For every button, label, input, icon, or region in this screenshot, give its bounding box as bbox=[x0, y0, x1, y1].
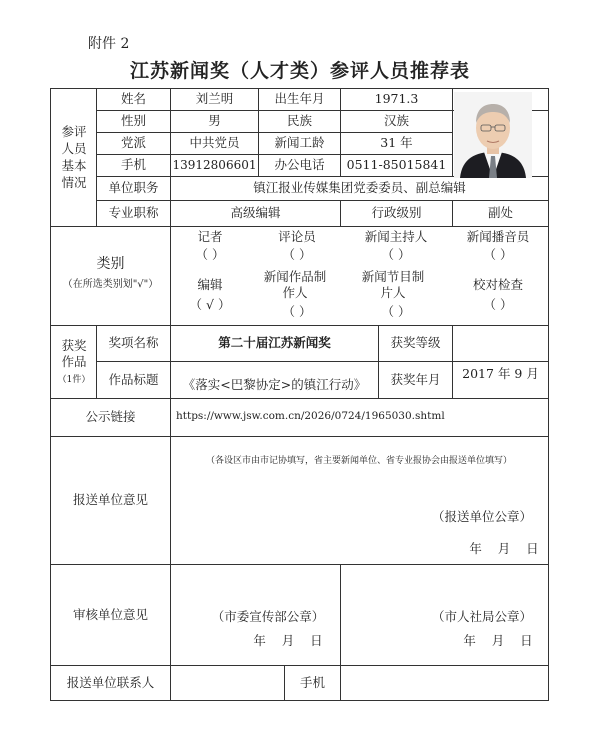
party-label: 党派 bbox=[120, 135, 146, 151]
review-opinion-label: 审核单位意见 bbox=[72, 606, 148, 622]
portrait-image bbox=[454, 92, 532, 178]
contact-mobile-value bbox=[341, 665, 548, 700]
ethnic-label: 民族 bbox=[286, 113, 312, 129]
years-value: 31 年 bbox=[380, 135, 413, 151]
award-date-label: 获奖年月 bbox=[390, 371, 441, 387]
category-item-mark: （ ） bbox=[483, 247, 513, 263]
category-hint: （在所选类别划"√"） bbox=[62, 278, 159, 290]
submit-stamp: （报送单位公章） bbox=[431, 509, 532, 525]
gender-value: 男 bbox=[208, 113, 221, 129]
category-item-name: 评论员 bbox=[278, 229, 316, 245]
category-item-name: 新闻作品制作人 bbox=[263, 269, 327, 300]
category-item-name: 新闻主持人 bbox=[364, 229, 428, 245]
category-item-name: 新闻节目制片人 bbox=[361, 269, 425, 300]
category-item-name: 记者 bbox=[197, 229, 223, 245]
award-level-label: 获奖等级 bbox=[390, 335, 441, 351]
name-label: 姓名 bbox=[120, 91, 146, 107]
portrait-photo bbox=[454, 92, 532, 178]
review-date-right: 年 月 日 bbox=[463, 633, 533, 649]
public-link-label: 公示链接 bbox=[85, 409, 136, 425]
award-date-value: 2017 年 9 月 bbox=[462, 366, 539, 382]
prof-title-value: 高级编辑 bbox=[230, 205, 281, 221]
review-stamp-left: （市委宣传部公章） bbox=[211, 609, 325, 625]
gender-label: 性别 bbox=[120, 113, 146, 129]
award-level-value bbox=[453, 325, 548, 361]
mobile-value: 13912806601 bbox=[172, 157, 257, 172]
admin-level-value: 副处 bbox=[487, 205, 513, 221]
birth-label: 出生年月 bbox=[274, 91, 325, 107]
category-item-mark: （ √ ） bbox=[189, 297, 231, 313]
contact-person-value bbox=[171, 665, 284, 700]
submit-note: （各设区市由市记协填写，省主要新闻单位、省专业报协会由报送单位填写） bbox=[205, 456, 512, 467]
attachment-label: 附件 2 bbox=[88, 36, 130, 52]
birth-value: 1971.3 bbox=[374, 91, 419, 107]
category-item-mark: （ ） bbox=[195, 247, 225, 263]
office-phone-value: 0511-85015841 bbox=[346, 157, 447, 173]
award-works-count: （1件） bbox=[57, 375, 91, 386]
category-item-name: 校对检查 bbox=[472, 277, 523, 293]
form-title: 江苏新闻奖（人才类）参评人员推荐表 bbox=[129, 60, 470, 82]
office-phone-label: 办公电话 bbox=[274, 157, 325, 173]
name-value: 刘兰明 bbox=[195, 91, 234, 107]
unit-value: 镇江报业传媒集团党委委员、副总编辑 bbox=[253, 180, 466, 196]
category-item-mark: （ ） bbox=[282, 247, 312, 263]
award-name-value: 第二十届江苏新闻奖 bbox=[218, 335, 331, 351]
unit-label: 单位职务 bbox=[108, 180, 159, 196]
award-works-label: 获奖作品 bbox=[61, 337, 87, 369]
ethnic-value: 汉族 bbox=[383, 113, 409, 129]
prof-title-label: 专业职称 bbox=[108, 205, 159, 221]
category-item-mark: （ ） bbox=[381, 304, 411, 320]
mobile-label: 手机 bbox=[120, 157, 146, 173]
award-name-label: 奖项名称 bbox=[108, 335, 159, 351]
party-value: 中共党员 bbox=[189, 135, 240, 151]
review-date-left: 年 月 日 bbox=[253, 633, 323, 649]
work-title-value: 《落实<巴黎协定>的镇江行动》 bbox=[182, 377, 367, 393]
work-title-label: 作品标题 bbox=[108, 371, 159, 387]
submit-opinion-label: 报送单位意见 bbox=[72, 492, 148, 508]
category-item-mark: （ ） bbox=[381, 247, 411, 263]
years-label: 新闻工龄 bbox=[274, 135, 325, 151]
basic-section-label: 参评人员基本情况 bbox=[61, 124, 87, 190]
category-item-mark: （ ） bbox=[483, 297, 513, 313]
submit-date: 年 月 日 bbox=[469, 541, 539, 557]
public-link-url[interactable]: https://www.jsw.com.cn/2026/0724/1965030.shtml bbox=[176, 410, 445, 423]
contact-mobile-label: 手机 bbox=[299, 674, 325, 690]
category-item-name: 新闻播音员 bbox=[466, 229, 530, 245]
category-item-mark: （ ） bbox=[282, 304, 312, 320]
review-stamp-right: （市人社局公章） bbox=[431, 609, 532, 625]
contact-person-label: 报送单位联系人 bbox=[66, 674, 155, 690]
category-item-name: 编辑 bbox=[197, 277, 223, 293]
admin-level-label: 行政级别 bbox=[371, 205, 422, 221]
category-label: 类别 bbox=[96, 256, 125, 273]
